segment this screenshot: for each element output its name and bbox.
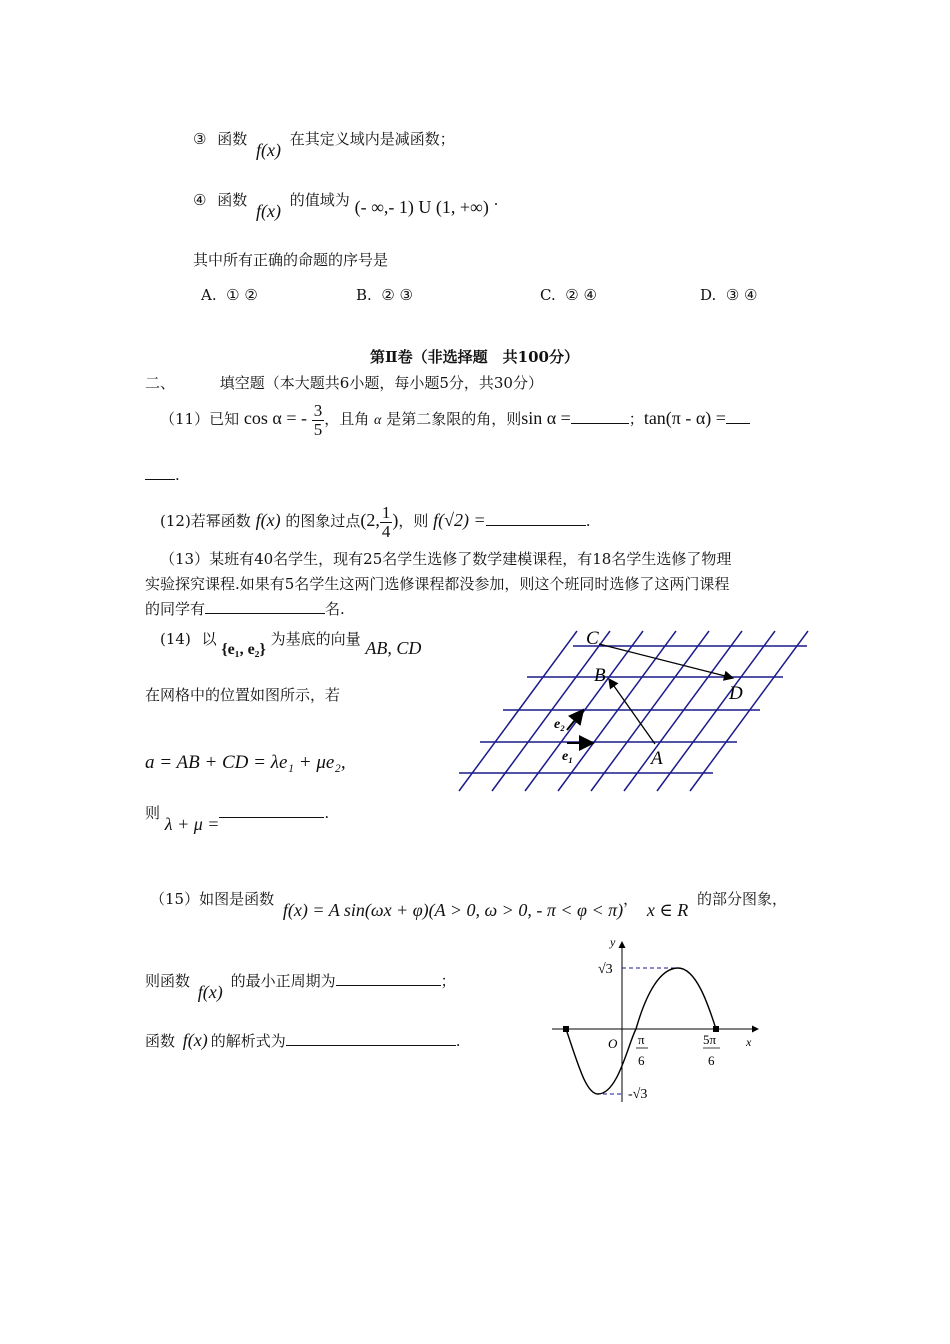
tail: .	[175, 466, 180, 484]
option-value: ③ ④	[725, 286, 758, 304]
text: 函数	[217, 130, 248, 148]
axis-y-label: y	[610, 935, 616, 949]
answer-blank-sin[interactable]	[571, 423, 629, 424]
section-number: 二、	[145, 374, 176, 392]
proposition-3	[193, 128, 455, 160]
question-number: （11）	[160, 410, 210, 428]
answer-blank[interactable]	[205, 613, 325, 614]
ask-expr: λ + μ =	[164, 814, 220, 834]
text: 如图是函数	[199, 890, 275, 908]
label-e1: e₁	[562, 749, 574, 764]
question-13-line3	[145, 598, 345, 619]
option-letter: C.	[540, 286, 556, 304]
text: 的图象过点	[285, 512, 361, 530]
vectors: AB, CD	[365, 638, 422, 658]
option-d[interactable]	[700, 286, 757, 304]
origin-label: O	[608, 1036, 618, 1051]
dot: .	[493, 191, 499, 209]
question-15-line3	[145, 1030, 461, 1051]
sine-curve	[566, 968, 716, 1094]
text: 则	[145, 804, 161, 822]
point-close: )	[392, 510, 399, 530]
grid-horizontal-lines	[459, 646, 807, 773]
alpha: α	[374, 413, 382, 428]
answer-blank-tan[interactable]	[726, 423, 750, 424]
cos-expr: cos α = -	[243, 408, 307, 428]
text: 的同学有	[145, 600, 206, 618]
answer-blank[interactable]	[486, 525, 586, 526]
text: 函数	[145, 1032, 176, 1050]
text: 是第二象限的角，则	[386, 410, 522, 428]
option-letter: B.	[356, 286, 372, 304]
fx: f(x)	[256, 140, 282, 160]
question-15	[150, 888, 788, 920]
six-label: 6	[638, 1053, 645, 1068]
question-14-line2: 在网格中的位置如图所示，若	[145, 686, 341, 704]
tail: .	[585, 512, 591, 530]
option-letter: D.	[700, 286, 717, 304]
question-number: （15）	[150, 890, 200, 908]
text: 的最小正周期为	[230, 972, 336, 990]
pi-label: π	[638, 1032, 645, 1047]
neg-sqrt3-label: -√3	[628, 1087, 648, 1102]
domain: x ∈ R	[646, 900, 689, 920]
question-number: (12)	[160, 512, 191, 530]
option-a[interactable]	[201, 286, 258, 304]
question-11	[160, 398, 750, 441]
vector-e2	[567, 710, 583, 730]
question-14-equation: a = AB + CD = λe₁ + μe₂,	[145, 752, 346, 773]
answer-blank-period[interactable]	[336, 985, 441, 986]
answer-blank[interactable]	[219, 817, 324, 818]
fx: f(x)	[197, 982, 223, 1002]
question-prompt: 其中所有正确的命题的序号是	[193, 251, 389, 269]
question-13-line2: 实验探究课程.如果有5名学生这两门选修课程都没参加，则这个班同时选修了这两门课程	[145, 575, 730, 593]
function-expr: f(x) = A sin(ωx + φ)(A > 0, ω > 0, - π < φ < π)	[282, 900, 624, 920]
question-13-line1: （13）某班有40名学生，现有25名学生选修了数学建模课程，有18名学生选修了物理	[160, 550, 732, 568]
sqrt3-label: √3	[598, 962, 613, 977]
answer-blank-expr[interactable]	[286, 1045, 456, 1046]
label-e2: e₂	[554, 717, 566, 732]
label-a: A	[651, 748, 663, 769]
point-left	[563, 1026, 569, 1032]
tail: .	[455, 1032, 461, 1050]
point-open: (2,	[360, 510, 380, 530]
sin-expr: sin α =	[521, 408, 571, 428]
expr: f(√2) =	[433, 510, 486, 530]
basis: {e₁, e₂}	[221, 641, 266, 658]
comma: ，	[623, 890, 639, 908]
label-d: D	[729, 683, 743, 704]
text: 函数	[217, 191, 248, 209]
fraction-1-4: $\frac{1}{4}$	[381, 502, 391, 541]
text: 若幂函数	[190, 512, 251, 530]
marker: ④	[193, 191, 207, 209]
option-value: ② ④	[565, 286, 597, 304]
label-b: B	[594, 665, 606, 686]
marker: ③	[193, 130, 207, 148]
section-title: 第Ⅱ卷（非选择题 共100分）	[370, 348, 579, 366]
proposition-4	[193, 189, 499, 221]
label-c: C	[586, 628, 599, 649]
option-b[interactable]	[356, 286, 413, 304]
axis-x-label: x	[746, 1035, 752, 1049]
option-c[interactable]	[540, 286, 597, 304]
separator: ；	[628, 410, 644, 428]
text: 为基底的向量	[270, 630, 361, 648]
five-pi-label: 5π	[703, 1032, 717, 1047]
section-heading-text: 填空题（本大题共6小题，每小题5分，共30分）	[219, 374, 543, 392]
question-number: (14)	[160, 630, 191, 648]
fx: f(x)	[182, 1030, 208, 1050]
text: 则函数	[145, 972, 191, 990]
option-value: ① ②	[226, 286, 258, 304]
range: (- ∞,- 1) U (1, +∞)	[354, 197, 489, 217]
text: 在其定义域内是减函数；	[289, 130, 455, 148]
text: 以	[201, 630, 217, 648]
section-heading	[145, 372, 543, 393]
sine-graph-figure	[548, 934, 768, 1114]
six-cut-label: 6	[708, 1053, 715, 1068]
answer-blank-tan-cont[interactable]	[145, 466, 180, 484]
text: ；	[440, 972, 456, 990]
question-14	[160, 628, 422, 658]
option-value: ② ③	[381, 286, 414, 304]
vector-grid-figure	[455, 626, 815, 796]
tan-expr: tan(π - α) =	[643, 408, 726, 428]
text: 的解析式为	[210, 1032, 286, 1050]
question-15-line2	[145, 970, 456, 1002]
text: 已知	[209, 410, 240, 428]
text: 名.	[325, 600, 345, 618]
text: 的值域为	[289, 191, 350, 209]
vector-cd	[599, 644, 733, 678]
question-14-ask	[145, 802, 330, 834]
fraction-3-5: $\frac{3}{5}$	[313, 400, 323, 439]
fx: f(x)	[256, 201, 282, 221]
text: ，则	[398, 512, 429, 530]
text: ，且角	[324, 410, 370, 428]
fx: f(x)	[255, 510, 281, 530]
tail: .	[324, 804, 330, 822]
option-letter: A.	[201, 286, 217, 304]
text: 的部分图象，	[697, 890, 788, 908]
question-12	[160, 500, 590, 541]
grid-slanted-lines	[459, 631, 808, 791]
